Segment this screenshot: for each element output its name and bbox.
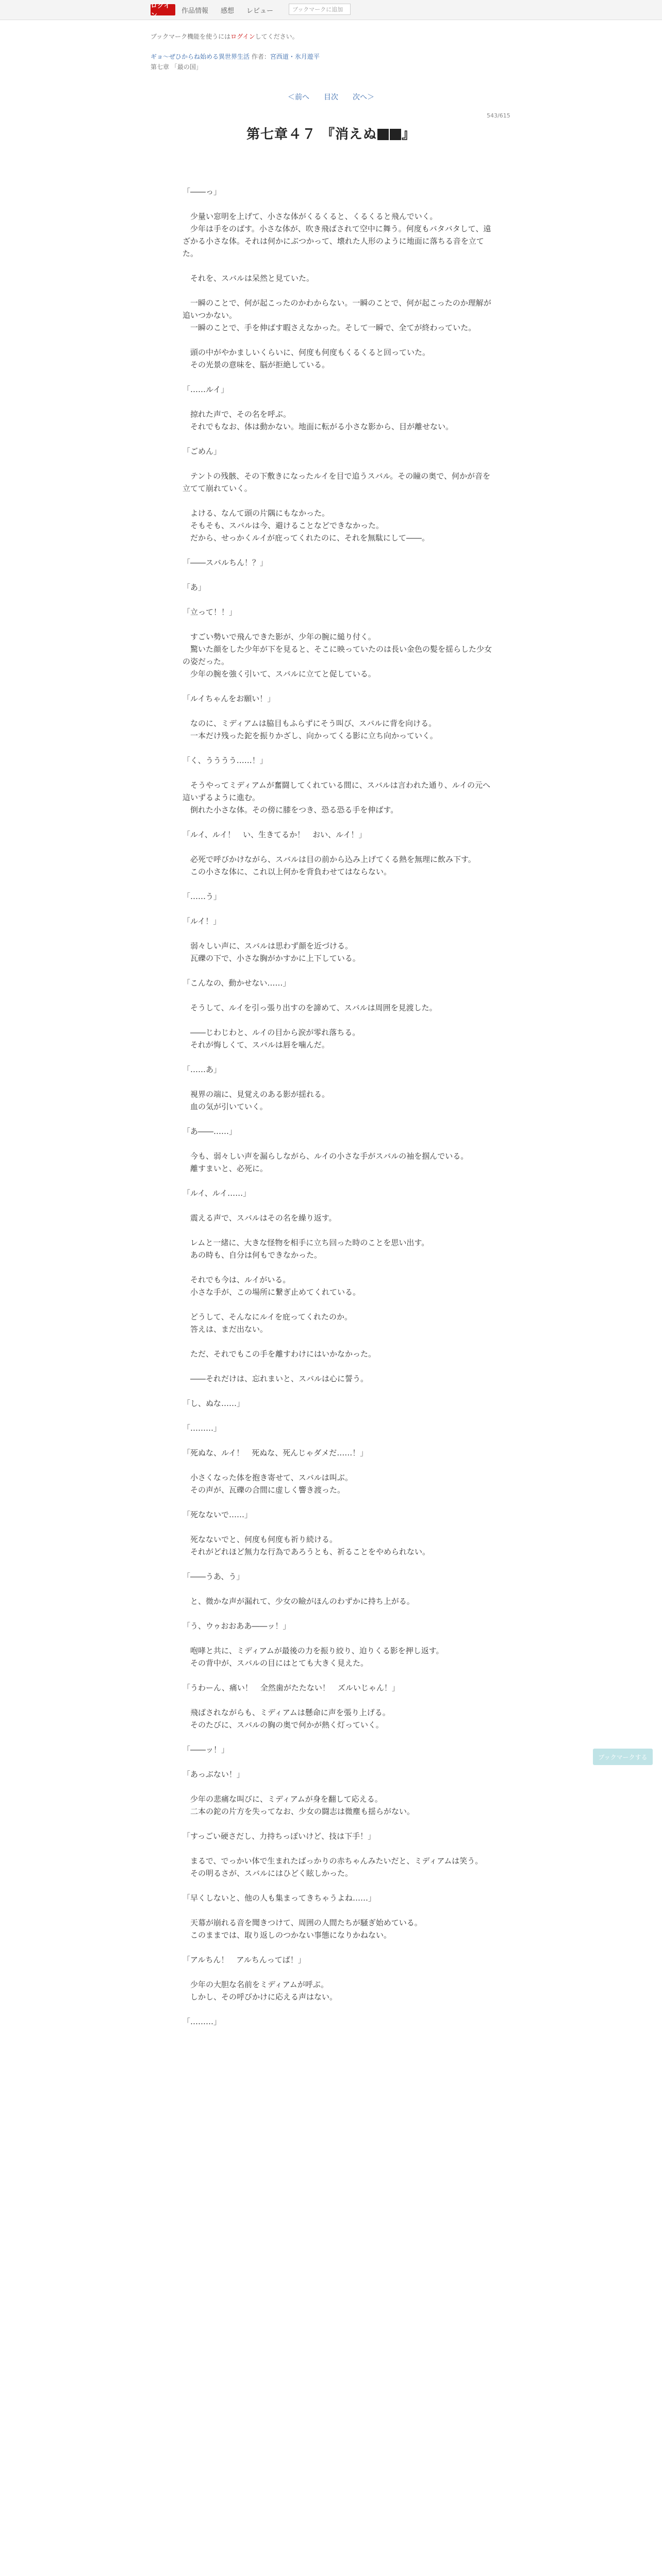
body-paragraph: 「………」 bbox=[183, 2017, 222, 2026]
breadcrumb bbox=[151, 52, 511, 72]
body-paragraph: なのに、ミディアムは脇目もふらずにそう叫び、スバルに背を向ける。 一本だけ残った鉈を振りかざし、向かってくる影に立ち向かっていく。 bbox=[190, 719, 438, 740]
body-paragraph: 「――スバルちん！？」 bbox=[183, 558, 268, 567]
body-paragraph: 「ルイ！」 bbox=[183, 917, 221, 926]
body-paragraph: ――じわじわと、ルイの目から涙が零れ落ちる。 それが悔しくて、スバルは唇を噛んだ。 bbox=[190, 1028, 360, 1049]
body-paragraph: 「……ルイ」 bbox=[183, 385, 229, 394]
body-paragraph: 「……あ」 bbox=[183, 1065, 222, 1074]
body-paragraph: 「――ッ！」 bbox=[183, 1745, 229, 1754]
body-paragraph: 「早くしないと、他の人も集まってきちゃうよね……」 bbox=[183, 1893, 376, 1903]
next-link[interactable]: 次へ＞ bbox=[353, 93, 374, 101]
toc-link[interactable]: 目次 bbox=[324, 93, 338, 101]
author-label: 作者： bbox=[251, 53, 270, 60]
body-paragraph: 「ルイ、ルイ！ い、生きてるか！ おい、ルイ！」 bbox=[183, 830, 367, 839]
login-button[interactable]: ログイン bbox=[151, 4, 175, 15]
chapter-body bbox=[183, 185, 492, 2040]
author-link[interactable]: 宮西道・氷月遊平 bbox=[270, 53, 320, 60]
body-paragraph: 「う、ウゥおおああ――ッ！」 bbox=[183, 1621, 291, 1631]
bookmark-side-button[interactable]: ブックマークする bbox=[593, 1749, 653, 1765]
body-paragraph: 少年の大胆な名前をミディアムが呼ぶ。 しかし、その呼びかけに応える声はない。 bbox=[190, 1980, 338, 2002]
series-link[interactable]: ギョ～ぜひからね始める異世界生活 bbox=[151, 53, 250, 60]
body-paragraph: 「く、うううう……！」 bbox=[183, 756, 268, 765]
body-paragraph: 少年の悲痛な叫びに、ミディアムが身を翻して応える。 二本の鉈の片方を失ってなお、少女の闘志は微塵も揺らがない。 bbox=[190, 1794, 415, 1816]
body-paragraph: 掠れた声で、その名を呼ぶ。 それでもなお、体は動かない。地面に転がる小さな影から、目が離せない。 bbox=[190, 410, 454, 431]
body-paragraph: 死なないでと、何度も何度も祈り続ける。 それがどれほど無力な行為であろうとも、祈ることをやめられない。 bbox=[190, 1535, 431, 1556]
body-paragraph: と、微かな声が漏れて、少女の瞼がほんのわずかに持ち上がる。 bbox=[183, 1597, 415, 1606]
body-paragraph: 視界の端に、見覚えのある影が揺れる。 血の気が引いていく。 bbox=[190, 1090, 330, 1111]
body-paragraph: 「――うあ、う」 bbox=[183, 1572, 244, 1581]
nav-impressions[interactable]: 感想 bbox=[221, 7, 235, 15]
body-paragraph: 「死なないで……」 bbox=[183, 1510, 253, 1519]
notice-prefix: ブックマーク機能を使うには bbox=[151, 33, 231, 40]
body-paragraph: まるで、でっかい体で生まれたばっかりの赤ちゃんみたいだと、ミディアムは笑う。 その明るさが、スバルにはひどく眩しかった。 bbox=[190, 1856, 483, 1878]
body-paragraph: 「あ――……」 bbox=[183, 1127, 237, 1136]
nav-novel-info[interactable]: 作品情報 bbox=[181, 7, 209, 15]
notice-login-link[interactable]: ログイン bbox=[230, 33, 255, 40]
body-paragraph: 「し、ぬな……」 bbox=[183, 1399, 245, 1408]
body-paragraph: 「うわーん、痛い！ 全然歯がたたない！ ズルいじゃん！」 bbox=[183, 1683, 400, 1692]
body-paragraph: 弱々しい声に、スバルは思わず顔を近づける。 瓦礫の下で、小さな胸がかすかに上下している。 bbox=[190, 941, 360, 963]
body-paragraph: 「ごめん」 bbox=[183, 447, 222, 456]
body-paragraph: どうして、そんなにルイを庇ってくれたのか。 答えは、まだ出ない。 bbox=[190, 1312, 352, 1334]
body-paragraph: 「すっごい硬さだし、力持ちっぽいけど、技は下手！」 bbox=[183, 1832, 376, 1841]
body-paragraph: よける、なんて頭の片隅にもなかった。 そもそも、スバルは今、避けることなどできなかった。 だから、せっかくルイが庇ってくれたのに、それを無駄にして――。 bbox=[190, 509, 429, 543]
body-paragraph: そうやってミディアムが奮闘してくれている間に、スバルは言われた通り、ルイの元へ這いずるように進む。 倒れた小さな体。その傍に膝をつき、恐る恐る手を伸ばす。 bbox=[183, 781, 491, 815]
body-paragraph: 「ルイちゃんをお願い！」 bbox=[183, 694, 275, 703]
body-paragraph: 「――っ」 bbox=[183, 187, 222, 196]
body-paragraph: 頭の中がやかましいくらいに、何度も何度もくるくると回っていた。 その光景の意味を、脳が拒絶している。 bbox=[190, 348, 431, 369]
body-paragraph: ただ、それでもこの手を離すわけにはいかなかった。 bbox=[183, 1349, 376, 1359]
redacted-block-icon bbox=[390, 129, 401, 140]
body-paragraph: 「立って！！」 bbox=[183, 607, 237, 617]
body-paragraph: 咆哮と共に、ミディアムが最後の力を振り絞り、迫りくる影を押し返す。 その背中が、スバルの目にはとても大きく見えた。 bbox=[190, 1646, 444, 1668]
body-paragraph: それでも今は、ルイがいる。 小さな手が、この場所に繋ぎ止めてくれている。 bbox=[190, 1275, 361, 1297]
body-paragraph: それを、スバルは呆然と見ていた。 bbox=[183, 274, 315, 283]
body-paragraph: 「あっぶない！」 bbox=[183, 1770, 244, 1779]
chapter-title bbox=[0, 124, 662, 143]
body-paragraph: テントの残骸、その下敷きになったルイを目で追うスバル。その瞳の奥で、何かが音を立てて崩れていく。 bbox=[183, 471, 491, 493]
body-paragraph: 必死で呼びかけながら、スバルは目の前から込み上げてくる熱を無理に飲み下す。 この小さな体に、これ以上何かを背負わせてはならない。 bbox=[190, 855, 476, 876]
body-paragraph: 今も、弱々しい声を漏らしながら、ルイの小さな手がスバルの袖を掴んでいる。 離すまいと、必死に。 bbox=[190, 1151, 469, 1173]
bookmark-notice bbox=[151, 32, 299, 41]
body-paragraph: 少量い窓明を上げて、小さな体がくるくると、くるくると飛んでいく。 少年は手をのばす。小さな体が、吹き飛ばされて空中に舞う。何度もバタバタして、遠ざかる小さな体。それは何かにぶつかって、壊れた人形のように地面に落ちる音を立てた。 bbox=[183, 212, 491, 258]
chapter-title-prefix: 第七章４７ 『消えぬ bbox=[246, 127, 377, 142]
body-paragraph: 小さくなった体を抱き寄せて、スバルは叫ぶ。 その声が、瓦礫の合間に虚しく響き渡った。 bbox=[190, 1473, 353, 1495]
body-paragraph: 飛ばされながらも、ミディアムは懸命に声を張り上げる。 そのたびに、スバルの胸の奥で何かが熱く灯っていく。 bbox=[190, 1708, 390, 1730]
site-header bbox=[0, 0, 662, 20]
episode-counter: 543/615 bbox=[487, 112, 510, 119]
body-paragraph: 震える声で、スバルはその名を繰り返す。 bbox=[183, 1213, 337, 1223]
chapter-title-suffix: 』 bbox=[402, 127, 416, 142]
body-paragraph: 天幕が崩れる音を聞きつけて、周囲の人間たちが騒ぎ始めている。 このままでは、取り返しのつかない事態になりかねない。 bbox=[190, 1918, 422, 1940]
body-paragraph: 「………」 bbox=[183, 1423, 222, 1433]
body-paragraph: 「アルちん！ アルちんってば！」 bbox=[183, 1955, 306, 1964]
body-paragraph: 「こんなの、動かせない……」 bbox=[183, 978, 291, 988]
body-paragraph: ――それだけは、忘れまいと、スバルは心に誓う。 bbox=[183, 1374, 369, 1383]
body-paragraph: 「……う」 bbox=[183, 892, 222, 901]
body-paragraph: すごい勢いで飛んできた影が、少年の腕に縋り付く。 驚いた顔をした少年が下を見ると、そこに映っていたのは長い金色の髪を揺らした少女の姿だった。 少年の腕を強く引いて、スバルに立てと促している。 bbox=[183, 632, 492, 679]
bookmark-add-field[interactable]: ブックマークに追加 bbox=[289, 4, 351, 15]
prev-link[interactable]: ＜前へ bbox=[288, 93, 309, 101]
pager bbox=[0, 92, 662, 102]
body-paragraph: 「死ぬな、ルイ！ 死ぬな、死んじゃダメだ……！」 bbox=[183, 1448, 368, 1458]
body-paragraph: 「ルイ、ルイ……」 bbox=[183, 1189, 251, 1198]
nav-reviews[interactable]: レビュー bbox=[246, 7, 274, 15]
body-paragraph: レムと一緒に、大きな怪物を相手に立ち回った時のことを思い出す。 あの時も、自分は何もできなかった。 bbox=[190, 1238, 429, 1260]
body-paragraph: 「あ」 bbox=[183, 583, 206, 592]
redacted-block-icon bbox=[377, 129, 389, 140]
notice-suffix: してください。 bbox=[255, 33, 299, 40]
body-paragraph: そうして、ルイを引っ張り出すのを諦めて、スバルは周囲を見渡した。 bbox=[183, 1003, 437, 1012]
body-paragraph: 一瞬のことで、何が起こったのかわからない。一瞬のことで、何が起こったのか理解が追いつかない。 一瞬のことで、手を伸ばす暇さえなかった。そして一瞬で、全てが終わっていた。 bbox=[183, 298, 491, 332]
episode-label: 第七章 「最の国」 bbox=[151, 63, 202, 71]
